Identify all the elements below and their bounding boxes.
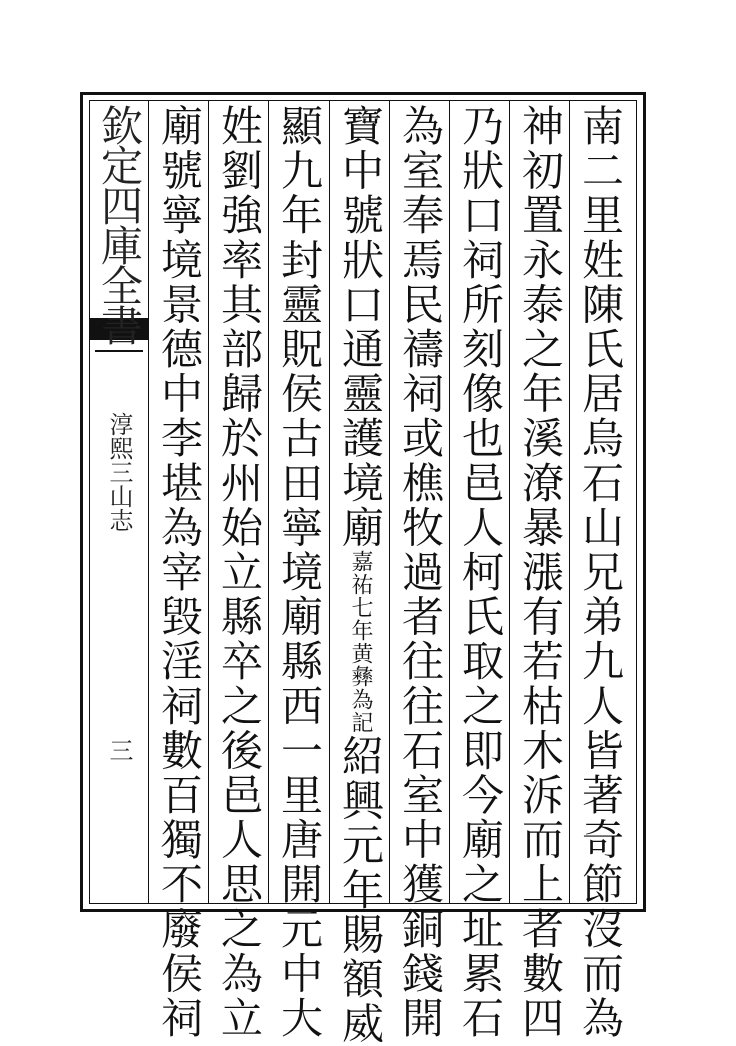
column-rule (268, 100, 269, 904)
annotation-line-1: 嘉祐七年 (348, 550, 373, 642)
text-column-8: 廟號寧境景德中李堪為宰毀淫祠數百獨不廢侯祠 (155, 104, 204, 1041)
page-number: 三 (105, 738, 133, 762)
text-column-7: 姓劉強率其部歸於州始立縣卒之後邑人思之為立 (215, 104, 264, 1041)
text-column-2: 神初置永泰之年溪潦暴漲有若枯木泝而上者數四 (516, 104, 565, 1041)
annotation-line-2: 黄彝為記 (348, 642, 373, 734)
column-rule (569, 100, 570, 904)
column-5-text-before: 寶中號狀口通靈護境廟 (336, 104, 385, 550)
text-column-4: 為室奉焉民禱祠或樵牧過者往往石室中獲銅錢開 (396, 104, 445, 1041)
book-title: 淳熙三山志 (105, 412, 133, 532)
column-5-text-after: 紹興元年賜額威 (336, 734, 385, 1046)
column-rule (389, 100, 390, 904)
column-rule (329, 100, 330, 904)
text-column-6: 顯九年封靈貺侯古田寧境廟縣西一里唐開元中大 (275, 104, 324, 1041)
column-rule (509, 100, 510, 904)
collection-title: 欽定四庫全書 (95, 104, 144, 344)
text-column-3: 乃狀口祠所刻像也邑人柯氏取之即今廟之址累石 (456, 104, 505, 1041)
text-column-5 (334, 104, 386, 1046)
inline-annotation (334, 550, 386, 734)
column-rule (208, 100, 209, 904)
column-rule (449, 100, 450, 904)
text-column-1: 南二里姓陳氏居烏石山兄弟九人皆著奇節沒而為 (576, 104, 625, 1041)
